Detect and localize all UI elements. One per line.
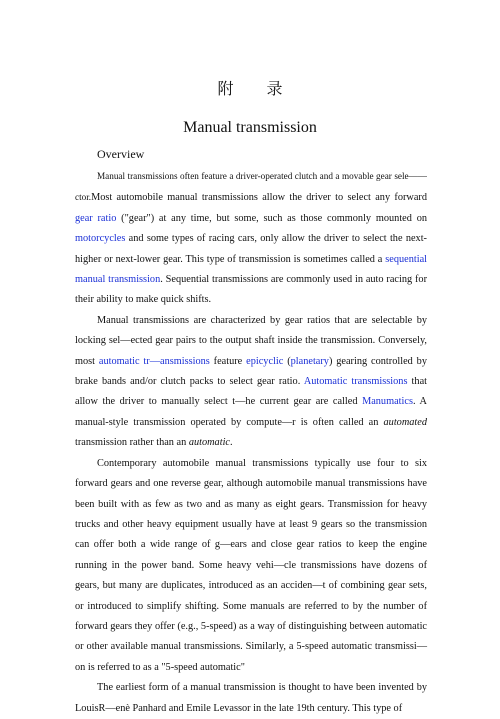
link-sequential-manual-transmission[interactable]: sequential manual transmission xyxy=(75,253,427,286)
appendix-title: 附 录 xyxy=(217,79,297,98)
paragraph-1-first-line: Manual transmissions often feature a driver-operated clutch and a movable gear sele——ctor. xyxy=(75,171,427,203)
paragraph-1: Manual transmissions often feature a driver-operated clutch and a movable gear sele——ctor.Most automobile manual transmissions allow the driver to select any forward gear ratio ("gear") at any time, but some, such as those commonly mounted on motorcycles and some types of racing cars, only allow the driver to select the next-higher or next-lower gear. This type of transmission is sometimes called a sequential manual transmission. Sequential transmissions are commonly used in auto racing for their ability to make quick shifts. xyxy=(75,171,427,306)
link-planetary[interactable]: planetary xyxy=(290,355,329,367)
section-heading-overview: Overview xyxy=(97,147,145,161)
document-title: Manual transmission xyxy=(183,119,317,136)
link-automatic-transmissions-2[interactable]: Automatic transmissions xyxy=(303,376,408,388)
emphasis-automatic: automatic xyxy=(188,437,230,449)
link-manumatics[interactable]: Manumatics xyxy=(362,396,413,408)
link-epicyclic[interactable]: epicyclic xyxy=(246,355,284,367)
link-automatic-transmissions[interactable]: automatic tr—ansmissions xyxy=(98,355,210,367)
emphasis-automated: automated xyxy=(383,416,427,428)
paragraph-2: Manual transmissions are characterized by gear ratios that are selectable by locking sel—ected gear pairs to the output shaft inside the transmission. Conversely, most automatic tr—ansmissions feature epicyclic (planetary) gearing controlled by brake bands and/or clutch packs to select gear ratio. Automatic transmissions that allow the driver to manually select t—he current gear are called Manumatics. A manual-style transmission operated by compute—r is often called an automated transmission rather than an automatic. xyxy=(75,314,428,449)
body-text xyxy=(75,166,427,719)
link-gear-ratio[interactable]: gear ratio xyxy=(75,212,117,224)
link-motorcycles[interactable]: motorcycles xyxy=(75,233,126,245)
paragraph-4: The earliest form of a manual transmission is thought to have been invented by LouisR—enè Panhard and Emile Levassor in the late 19th century. This type of xyxy=(75,682,427,714)
paragraph-3: Contemporary automobile manual transmissions typically use four to six forward gears and one reverse gear, although automobile manual transmissions have been built with as few as two and as many as eight gears. Transmission for heavy trucks and other heavy equipment usually have at least 9 gears so the transmission can offer both a wide range of g—ears and close gear ratios to keep the engine running in the power band. Some heavy vehi—cle transmissions have dozens of gears, but many are duplicates, introduced as an acciden—t of combining gear sets, or introduced to simplify shifting. Some manuals are referred to by the number of forward gears they offer (e.g., 5-speed) as a way of distinguishing between automatic or other available manual transmissions. Similarly, a 5-speed automatic transmissi—on is referred to as a "5-speed automatic" xyxy=(75,457,427,673)
